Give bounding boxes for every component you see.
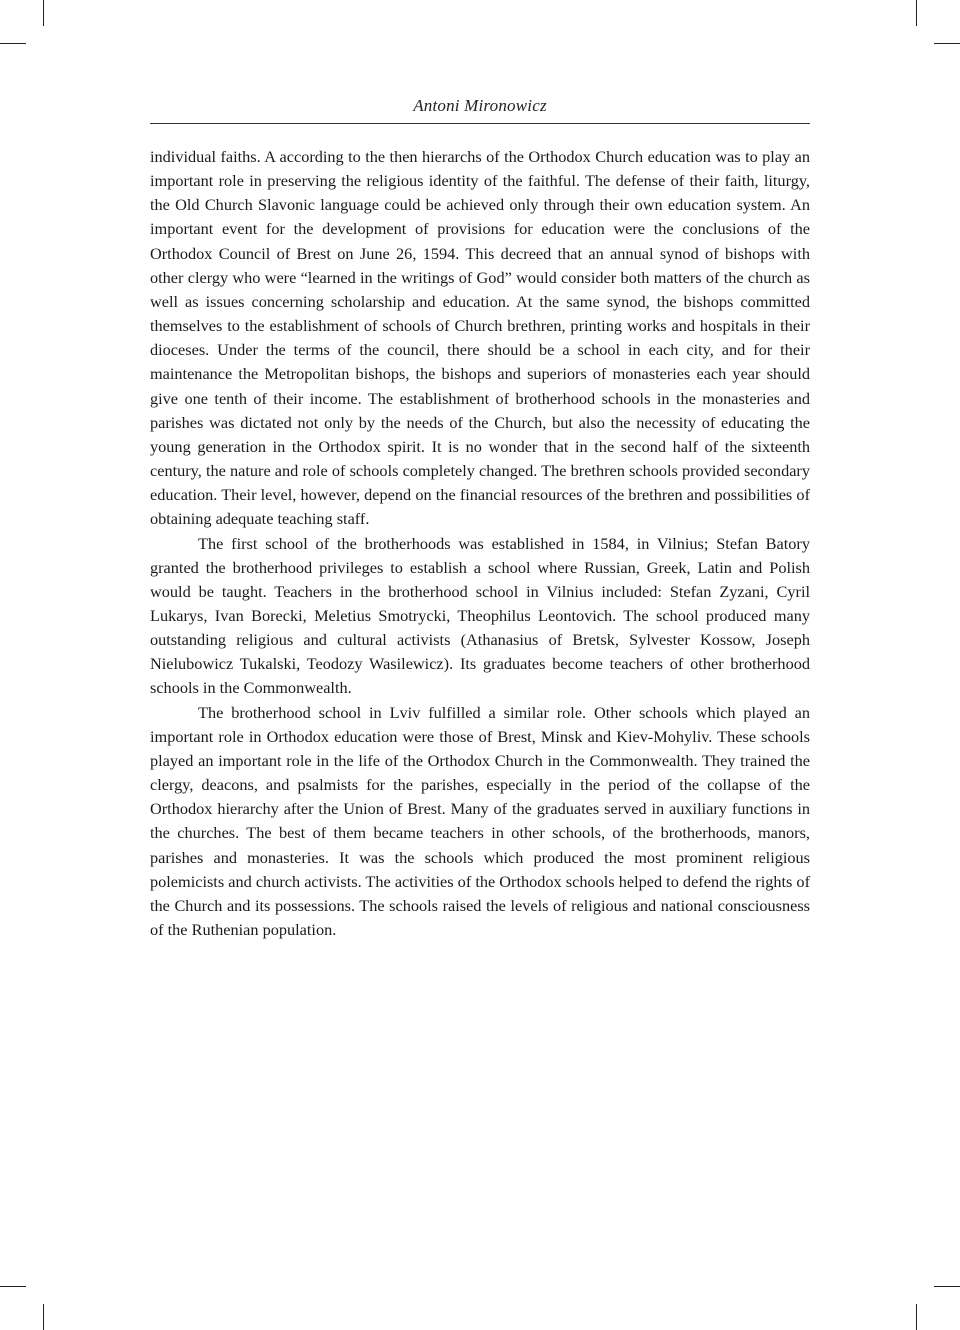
crop-mark-bottom-left xyxy=(43,1304,44,1330)
crop-mark-bottom-right xyxy=(916,1304,917,1330)
running-head: Antoni Mironowicz xyxy=(413,96,547,115)
header-rule xyxy=(150,123,810,124)
crop-mark-top-left xyxy=(43,0,44,26)
crop-mark-left-bottom xyxy=(0,1286,26,1287)
paragraph-2: The first school of the brotherhoods was established in 1584, in Vilnius; Stefan Batory granted the brotherhood privileges to establish a school where Russian, Greek, Latin and Polish would be taught. Teachers in the brotherhood school in Vilnius included: Stefan Zyzani, Cyril Lukarys, Ivan Borecki, Meletius Smotrycki, Theophilus Leontovich. The school produced many outstanding religious and cultural activists (Athanasius of Bretsk, Sylvester Kossow, Joseph Nielubowicz Tukalski, Teodozy Wasilewicz). Its graduates become teachers of other brotherhood schools in the Commonwealth. xyxy=(150,533,810,698)
crop-mark-left-top xyxy=(0,43,26,44)
body-text xyxy=(150,145,810,942)
paragraph-1: individual faiths. A according to the then hierarchs of the Orthodox Church education was to play an important role in preserving the religious identity of the faithful. The defense of their faith, liturgy, the Old Church Slavonic language could be achieved only through their own education system. An important event for the development of provisions for education were the conclusions of the Orthodox Council of Brest on June 26, 1594. This decreed that an annual synod of bishops with other clergy who were “learned in the writings of God” would consider both matters of the church as well as issues concerning scholarship and education. At the same synod, the bishops committed themselves to the establishment of schools of Church brethren, printing works and hospitals in their dioceses. Under the terms of the council, there should be a school in each city, and for their maintenance the Metropolitan bishops, the bishops and superiors of monasteries each year should give one tenth of their income. The establishment of brotherhood schools in the monasteries and parishes was dictated not only by the needs of the Church, but also the necessity of educating the young generation in the Orthodox spirit. It is no wonder that in the second half of the sixteenth century, the nature and role of schools completely changed. The brethren schools provided secondary education. Their level, however, depend on the financial resources of the brethren and possibilities of obtaining adequate teaching staff. xyxy=(150,147,810,529)
crop-mark-right-top xyxy=(934,43,960,44)
crop-mark-top-right xyxy=(916,0,917,26)
paragraph-3: The brotherhood school in Lviv fulfilled a similar role. Other schools which played an important role in Orthodox education were those of Brest, Minsk and Kiev-Mohyliv. These schools played an important role in the life of the Orthodox Church in the Commonwealth. They trained the clergy, deacons, and psalmists for the parishes, especially in the period of the collapse of the Orthodox hierarchy after the Union of Brest. Many of the graduates served in auxiliary functions in the churches. The best of them became teachers in other schools, of the brotherhoods, manors, parishes and monasteries. It was the schools which produced the most prominent religious polemicists and church activists. The activities of the Orthodox schools helped to defend the rights of the Church and its possessions. The schools raised the levels of religious and national consciousness of the Ruthenian population. xyxy=(150,702,810,939)
crop-mark-right-bottom xyxy=(934,1286,960,1287)
